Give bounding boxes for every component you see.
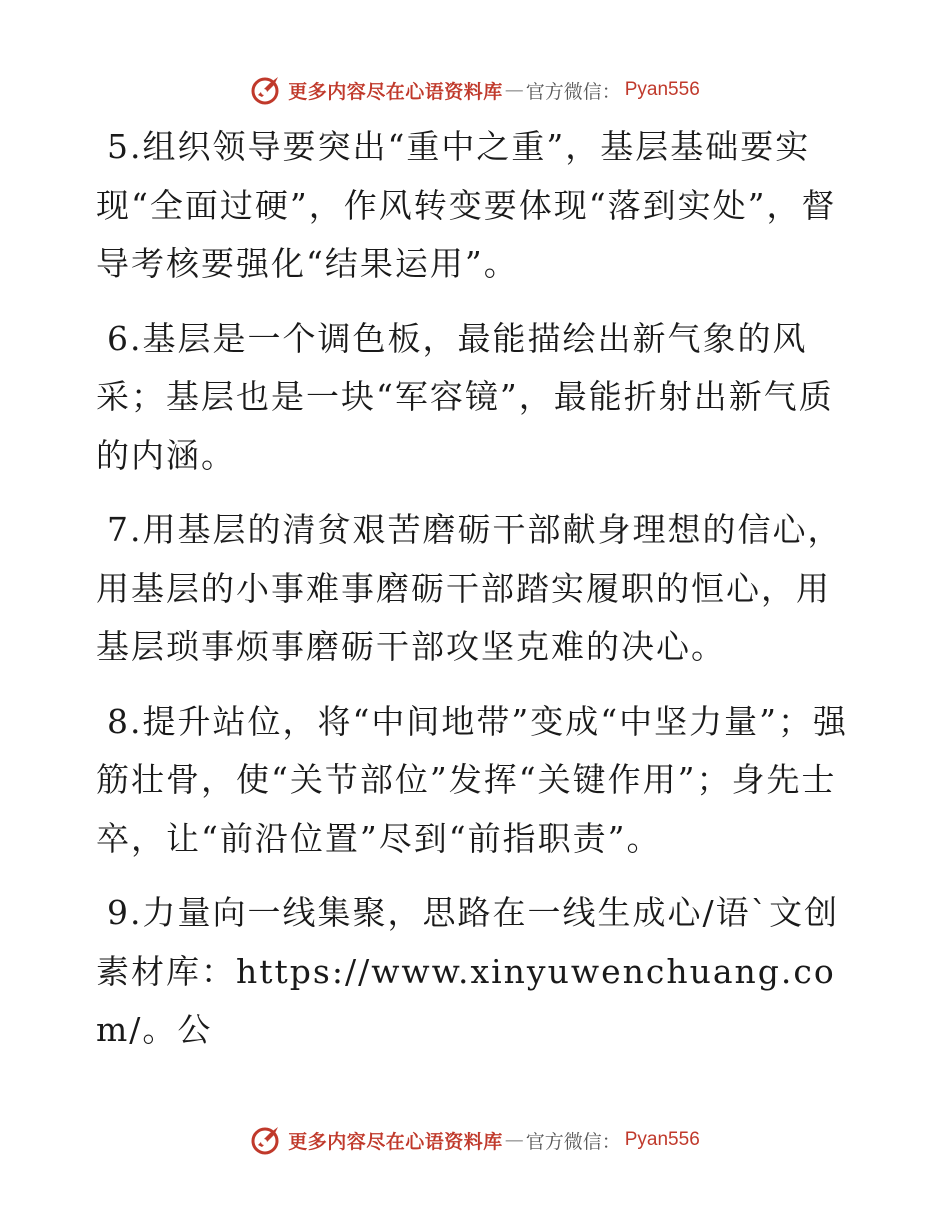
header-separator: — (504, 79, 524, 101)
footer-banner (0, 1120, 950, 1160)
paragraph-9: 9.力量向一线集聚，思路在一线生成心/语`文创素材库：https://www.xinyuwenchuang.com/。公 (96, 893, 840, 1049)
document-body (96, 118, 852, 1076)
paragraph-8: 8.提升站位，将“中间地带”变成“中坚力量”；强筋壮骨，使“关节部位”发挥“关键作用”；身先士卒，让“前沿位置”尽到“前指职责”。 (96, 701, 848, 858)
footer-official-label: 官方微信： (525, 1130, 621, 1153)
footer-brand-text: 更多内容尽在心语资料库 (288, 1130, 503, 1153)
header-official-label: 官方微信： (525, 80, 621, 103)
paragraph-7: 7.用基层的清贫艰苦磨砺干部献身理想的信心，用基层的小事难事磨砺干部踏实履职的恒心，用基层琐事烦事磨砺干部攻坚克难的决心。 (96, 510, 843, 666)
quill-seal-icon (250, 1123, 284, 1157)
footer-separator: — (504, 1129, 524, 1151)
header-banner (0, 70, 950, 110)
header-brand-text: 更多内容尽在心语资料库 (288, 80, 503, 103)
paragraph-6: 6.基层是一个调色板，最能描绘出新气象的风采；基层也是一块“军容镜”，最能折射出新气质的内涵。 (96, 318, 834, 475)
header-wechat-id: Pyan556 (624, 79, 700, 100)
footer-wechat-id: Pyan556 (624, 1129, 700, 1150)
paragraph-5: 5.组织领导要突出“重中之重”，基层基础要实现“全面过硬”，作风转变要体现“落到实处”，督导考核要强化“结果运用”。 (96, 127, 837, 283)
quill-seal-icon (250, 73, 284, 107)
